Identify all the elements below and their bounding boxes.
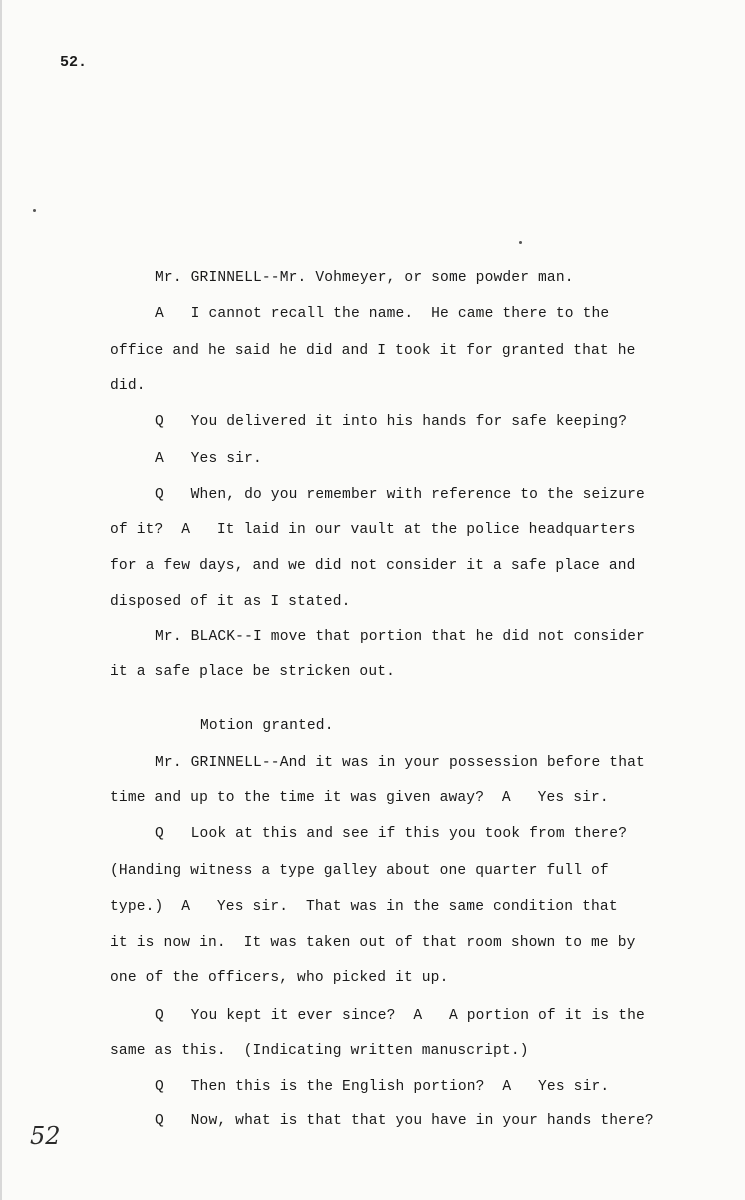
transcript-line: (Handing witness a type galley about one quarter full of [110, 863, 609, 879]
transcript-line: of it? A It laid in our vault at the police headquarters [110, 522, 636, 538]
transcript-line: for a few days, and we did not consider it a safe place and [110, 558, 636, 574]
transcript-line: Q Look at this and see if this you took from there? [155, 826, 628, 842]
margin-speck [33, 209, 36, 212]
transcript-line: it a safe place be stricken out. [110, 664, 396, 680]
transcript-line: Q Now, what is that that you have in your hands there? [155, 1113, 654, 1129]
transcript-line: disposed of it as I stated. [110, 594, 351, 610]
transcript-line: time and up to the time it was given away? A Yes sir. [110, 790, 609, 806]
transcript-line: Mr. GRINNELL--And it was in your possession before that [155, 755, 645, 771]
transcript-line: type.) A Yes sir. That was in the same condition that [110, 899, 618, 915]
transcript-line: same as this. (Indicating written manuscript.) [110, 1043, 529, 1059]
transcript-line: did. [110, 378, 146, 394]
transcript-line: Mr. GRINNELL--Mr. Vohmeyer, or some powder man. [155, 270, 574, 286]
transcript-line: office and he said he did and I took it for granted that he [110, 343, 636, 359]
transcript-line: Q You kept it ever since? A A portion of it is the [155, 1008, 645, 1024]
margin-speck [519, 241, 522, 244]
transcript-line: Motion granted. [200, 718, 334, 734]
page-number: 52. [60, 54, 88, 71]
transcript-line: A Yes sir. [155, 451, 262, 467]
transcript-line: it is now in. It was taken out of that room shown to me by [110, 935, 636, 951]
transcript-line: A I cannot recall the name. He came there to the [155, 306, 610, 322]
transcript-line: Q When, do you remember with reference to the seizure [155, 487, 645, 503]
transcript-line: Q You delivered it into his hands for safe keeping? [155, 414, 628, 430]
transcript-line: one of the officers, who picked it up. [110, 970, 449, 986]
transcript-line: Q Then this is the English portion? A Yes sir. [155, 1079, 610, 1095]
scan-edge [0, 0, 2, 1200]
transcript-line: Mr. BLACK--I move that portion that he did not consider [155, 629, 645, 645]
handwritten-page-number: 52 [30, 1122, 61, 1150]
